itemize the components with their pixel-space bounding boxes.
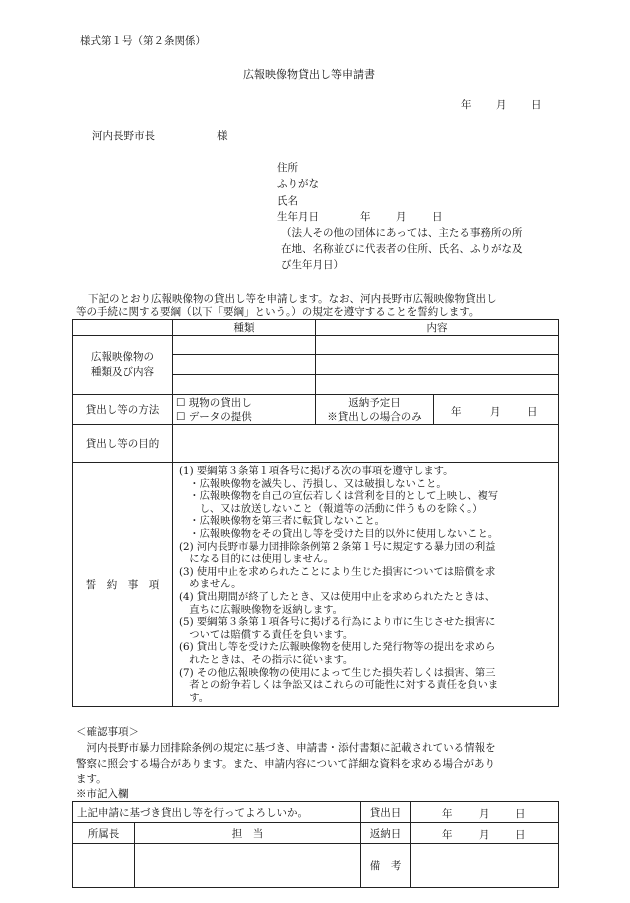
city-return-year: 年 — [442, 829, 453, 841]
intro-line: 下記のとおり広報映像物の貸出し等を申請します。なお、河内長野市広報映像物貸出し — [88, 293, 497, 305]
applicant-note-line: 在地、名称並びに代表者の住所、氏名、ふりがな及 — [281, 243, 523, 255]
pledge-line: ・広報映像物を自己の宣伝若しくは営利を目的として上映し、複写 — [179, 490, 499, 503]
staff-label: 担 当 — [135, 823, 361, 844]
type-cell[interactable] — [173, 375, 316, 395]
return-label-line: 返納予定日 — [348, 396, 401, 409]
pledge-line: (1) 要綱第３条第１項各号に掲げる次の事項を遵守します。 — [179, 465, 454, 477]
pledge-label: 誓 約 事 項 — [73, 463, 173, 707]
return-label — [316, 395, 434, 425]
purpose-cell[interactable] — [173, 425, 559, 463]
applicant-furigana-label: ふりがな — [277, 178, 319, 190]
content-cell[interactable] — [316, 336, 559, 355]
addressee-honorific: 様 — [217, 130, 228, 142]
option-data-checkbox[interactable]: ☐ データの提供 — [176, 410, 252, 423]
applicant-note-line: び生年月日） — [281, 259, 344, 271]
lend-date-label: 貸出日 — [361, 802, 411, 823]
return-month: 月 — [490, 406, 501, 418]
purpose-label: 貸出し等の目的 — [73, 425, 173, 463]
date-month: 月 — [496, 99, 507, 111]
remarks-cell[interactable] — [411, 844, 559, 888]
pledge-line: れたときは、その指示に従います。 — [179, 653, 354, 666]
addressee-name: 河内長野市長 — [92, 130, 155, 142]
return-day: 日 — [527, 406, 538, 418]
pledge-items — [173, 463, 559, 707]
chief-stamp-cell[interactable] — [73, 844, 135, 888]
applicant-birth-label: 生年月日 — [277, 211, 319, 223]
return-label-line: ※貸出しの場合のみ — [327, 410, 422, 423]
pledge-line: し、又は放送しないこと（報道等の活動に伴うものを除く。） — [179, 502, 483, 515]
pledge-line: 直ちに広報映像物を返納します。 — [179, 603, 343, 616]
city-return-month: 月 — [479, 829, 490, 841]
return-date-cell[interactable] — [434, 395, 559, 425]
applicant-address-label: 住所 — [277, 162, 298, 174]
form-number: 様式第１号（第２条関係） — [80, 35, 206, 47]
pledge-line: ・広報映像物をその貸出し等を受けた目的以外に使用しないこと。 — [179, 527, 499, 540]
header-content: 内容 — [316, 320, 559, 336]
row-label-line: 種類及び内容 — [91, 366, 154, 378]
row-label-line: 広報映像物の — [91, 351, 154, 363]
pledge-line: (4) 貸出期間が終了したとき、又は使用中止を求められたたときは、 — [179, 590, 496, 603]
method-label: 貸出し等の方法 — [73, 395, 173, 425]
lend-date-cell[interactable] — [411, 802, 559, 823]
pledge-line: (3) 使用中止を求められたことにより生じた損害については賠償を求 — [179, 565, 496, 578]
applicant-birth-year: 年 — [360, 211, 371, 223]
confirm-heading: ＜確認事項＞ — [76, 726, 139, 738]
method-options — [173, 395, 316, 425]
staff-stamp-cell[interactable] — [135, 844, 361, 888]
pledge-line: ついては賠償する責任を負います。 — [179, 628, 354, 641]
lend-year: 年 — [442, 808, 453, 820]
option-physical-checkbox[interactable]: ☐ 現物の貸出し — [176, 396, 252, 409]
pledge-line: になる目的には使用しません。 — [179, 553, 335, 566]
date-year: 年 — [461, 99, 472, 111]
confirm-line: ます。 — [76, 773, 107, 785]
pledge-line: (7) その他広報映像物の使用によって生じた損失若しくは損害、第三 — [179, 666, 496, 679]
return-date-label: 返納日 — [361, 823, 411, 844]
chief-label: 所属長 — [73, 823, 135, 844]
pledge-line: (2) 河内長野市暴力団排除条例第２条第１号に規定する暴力団の利益 — [179, 540, 496, 553]
pledge-line: (6) 貸出し等を受けた広報映像物を使用した発行物等の提出を求めら — [179, 641, 496, 654]
pledge-line: 者との紛争若しくは争訟又はこれらの可能性に対する責任を負いま — [179, 679, 499, 692]
lend-day: 日 — [515, 808, 526, 820]
city-return-day: 日 — [515, 829, 526, 841]
content-cell[interactable] — [316, 375, 559, 395]
intro-line: 等の手続に関する要綱（以下「要綱」という。）の規定を遵守することを誓約します。 — [76, 306, 480, 318]
applicant-note-line: （法人その他の団体にあっては、主たる事務所の所 — [281, 227, 523, 239]
pledge-line: めません。 — [179, 578, 242, 591]
header-type: 種類 — [173, 320, 316, 336]
date-day: 日 — [531, 99, 542, 111]
return-year: 年 — [451, 406, 462, 418]
page-title: 広報映像物貸出し等申請書 — [243, 68, 375, 81]
row-label-type-content — [73, 336, 173, 395]
pledge-line: (5) 要綱第３条第１項各号に掲げる行為により市に生じさせた損害に — [179, 616, 496, 629]
city-section-heading: ※市記入欄 — [76, 788, 129, 800]
applicant-birth-month: 月 — [396, 211, 407, 223]
remarks-label: 備 考 — [361, 844, 411, 888]
return-date-city-cell[interactable] — [411, 823, 559, 844]
pledge-line: ・広報映像物を滅失し、汚損し、又は破損しないこと。 — [179, 477, 447, 490]
applicant-birth-day: 日 — [432, 211, 443, 223]
confirm-line: 河内長野市暴力団排除条例の規定に基づき、申請書・添付書類に記載されている情報を — [76, 742, 496, 754]
cell-blank — [73, 320, 173, 336]
type-cell[interactable] — [173, 336, 316, 355]
lend-month: 月 — [479, 808, 490, 820]
pledge-line: ・広報映像物を第三者に転貸しないこと。 — [179, 515, 385, 528]
city-use-table — [72, 801, 559, 888]
approval-question: 上記申請に基づき貸出し等を行ってよろしいか。 — [73, 802, 361, 823]
content-cell[interactable] — [316, 355, 559, 375]
confirm-line: 警察に照会する場合があります。また、申請内容について詳細な資料を求める場合があり — [76, 758, 495, 770]
pledge-line: す。 — [179, 691, 210, 704]
type-cell[interactable] — [173, 355, 316, 375]
applicant-name-label: 氏名 — [277, 195, 298, 207]
application-table — [72, 319, 559, 707]
